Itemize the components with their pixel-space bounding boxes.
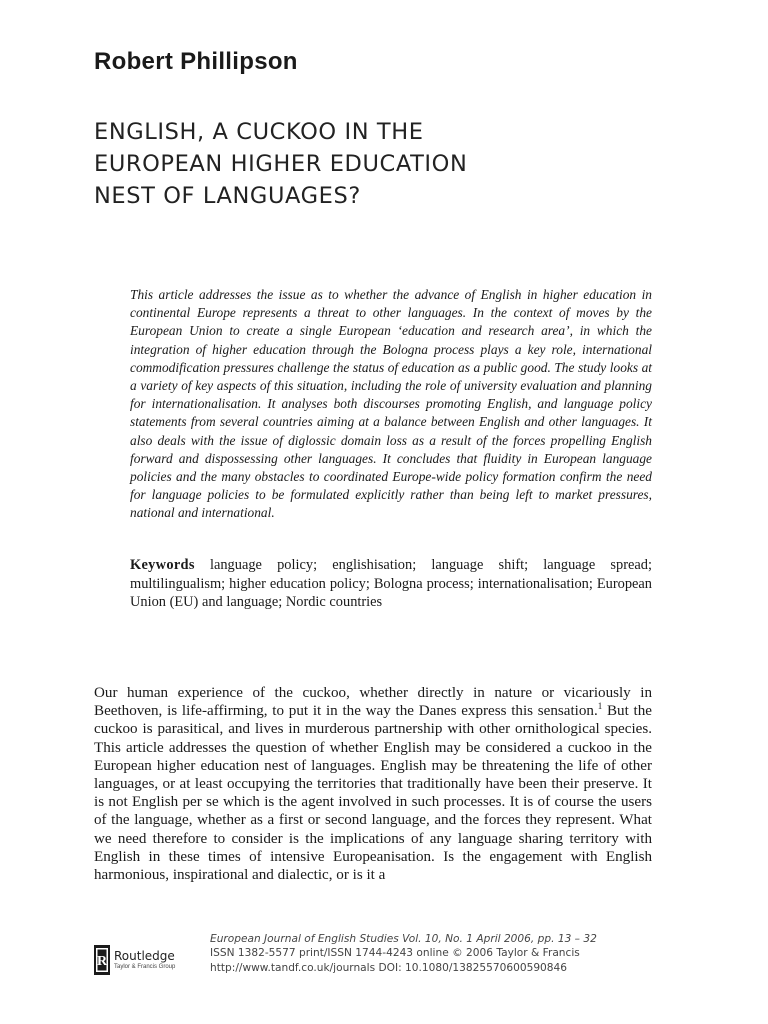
keywords bbox=[130, 556, 652, 612]
url-doi-line[interactable]: http://www.tandf.co.uk/journals DOI: 10.1080/13825570600590846 bbox=[210, 961, 568, 974]
title-line: ENGLISH, A CUCKOO IN THE bbox=[94, 119, 424, 145]
footnote-marker[interactable]: 1 bbox=[597, 701, 603, 712]
body-text-part: Our human experience of the cuckoo, whether directly in nature or vicariously in Beethoven, is life-affirming, to put it in the way the Danes express this sensation. bbox=[94, 685, 652, 720]
keywords-list: language policy; englishisation; language shift; language spread; multilingualism; higher education policy; Bologna process; internationalisation; European Union (EU) and language; Nordic countries bbox=[130, 557, 652, 611]
title-line: EUROPEAN HIGHER EDUCATION bbox=[94, 151, 468, 177]
abstract: This article addresses the issue as to whether the advance of English in higher education in continental Europe represents a threat to other languages. In the context of moves by the European Union to create a single European ‘education and research area’, in which the integration of higher education through the Bologna process plays a key role, international commodification pressures challenge the status of education as a public good. The study looks at a variety of key aspects of this situation, including the role of university evaluation and planning for internationalisation. It analyses both discourses promoting English, and language policy statements from several countries aiming at a balance between English and other languages. It also deals with the issue of diglossic domain loss as a result of the forces propelling English forward and dispossessing other languages. It concludes that fluidity in European language policies and the many obstacles to coordinated Europe-wide policy formation confirm the need for language policies to be formulated explicitly rather than being left to market pressures, national and international. bbox=[130, 287, 652, 521]
publisher-logo bbox=[94, 944, 175, 976]
publisher-group: Taylor & Francis Group bbox=[114, 963, 176, 970]
journal-footer bbox=[210, 932, 650, 975]
routledge-logo-icon bbox=[94, 945, 110, 975]
publisher-text bbox=[114, 950, 175, 971]
body-text-part: But the cuckoo is parasitical, and lives in murderous partnership with other ornithological species. This article addresses the question of whether English may be considered a cuckoo in the European higher education nest of languages. English may be threatening the life of other languages, or at least occupying the territories that traditionally have been their preserve. It is not English per se which is the agent involved in such processes. It is of course the users of the language, whether as a first or second language, and the forces they represent. What we need therefore to consider is the implications of any language sharing territory with English in these times of intensive Europeanisation. Is the engagement with English harmonious, inspirational and dialectic, or is it a bbox=[94, 703, 652, 884]
title-line: NEST OF LANGUAGES? bbox=[94, 183, 361, 209]
body-paragraph bbox=[94, 684, 652, 884]
author-name: Robert Phillipson bbox=[94, 48, 298, 75]
issn-line: ISSN 1382-5577 print/ISSN 1744-4243 online © 2006 Taylor & Francis bbox=[210, 947, 580, 960]
logo-letter: R bbox=[96, 954, 108, 969]
keywords-label: Keywords bbox=[130, 557, 195, 573]
journal-citation: European Journal of English Studies Vol. 10, No. 1 April 2006, pp. 13 – 32 bbox=[210, 933, 597, 945]
article-title bbox=[94, 116, 654, 212]
publisher-name: Routledge bbox=[114, 948, 175, 963]
